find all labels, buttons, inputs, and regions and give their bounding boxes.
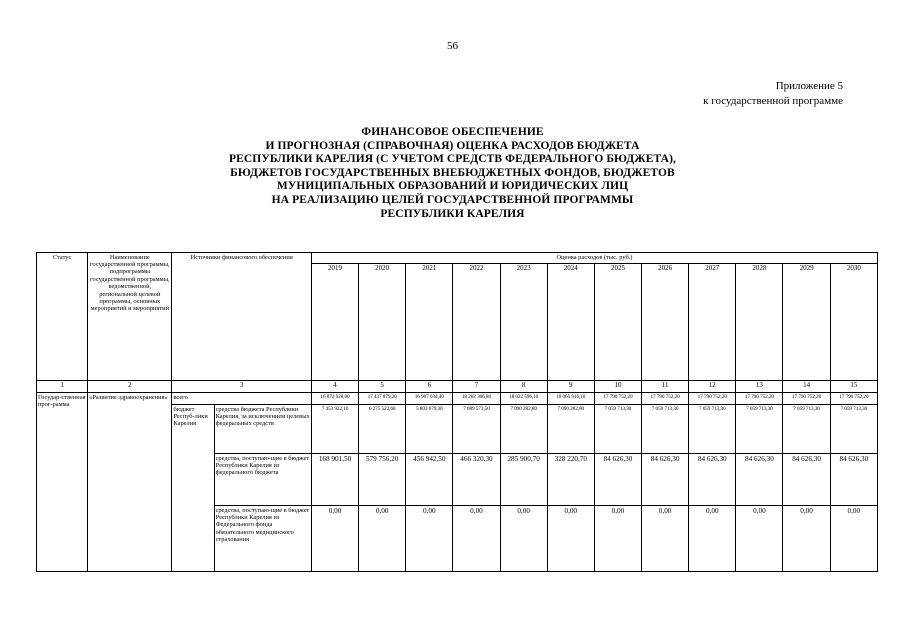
fund-value: 0,00 <box>500 506 547 572</box>
title-line: НА РЕАЛИЗАЦИЮ ЦЕЛЕЙ ГОСУДАРСТВЕННОЙ ПРОГРАММЫ <box>271 193 634 206</box>
program-name: «Развитие здравоохранения» <box>88 393 172 572</box>
fund-value: 0,00 <box>689 506 736 572</box>
column-index: 3 <box>172 381 311 393</box>
source-fund-label: средства, поступаю-щие в бюджет Республики Карелия из Федерального фонда обязательного медицинского страхования <box>214 506 311 572</box>
column-index: 8 <box>500 381 547 393</box>
year-header: 2030 <box>830 264 877 381</box>
year-header: 2026 <box>642 264 689 381</box>
header-estimate: Оценка расходов (тыс. руб.) <box>311 253 877 264</box>
year-header: 2029 <box>783 264 830 381</box>
column-index: 13 <box>736 381 783 393</box>
fund-value: 0,00 <box>547 506 594 572</box>
column-index: 9 <box>547 381 594 393</box>
title-line: БЮДЖЕТОВ ГОСУДАРСТВЕННЫХ ВНЕБЮДЖЕТНЫХ ФОНДОВ, БЮДЖЕТОВ <box>230 166 675 179</box>
federal-value: 84 626,30 <box>689 454 736 506</box>
total-value: 17 790 752,20 <box>736 393 783 405</box>
source-budget-own-label: средства бюджета Республики Карелия, за исключением целевых федеральных средств <box>214 405 311 454</box>
federal-value: 168 901,50 <box>311 454 358 506</box>
total-value: 17 437 879,20 <box>359 393 406 405</box>
budget-own-value: 7 059 713,30 <box>642 405 689 454</box>
total-value: 18 202 306,80 <box>453 393 500 405</box>
year-header: 2022 <box>453 264 500 381</box>
budget-own-value: 7 453 922,10 <box>311 405 358 454</box>
year-header: 2019 <box>311 264 358 381</box>
budget-own-value: 7 090 282,80 <box>547 405 594 454</box>
column-index: 4 <box>311 381 358 393</box>
header-row <box>37 253 878 264</box>
source-federal-label: средства, поступаю-щие в бюджет Республики Карелия из федерального бюджета <box>214 454 311 506</box>
header-sources: Источники финансового обеспечения <box>172 253 311 381</box>
title-line: РЕСПУБЛИКИ КАРЕЛИЯ <box>380 207 525 220</box>
total-value: 16 907 034,40 <box>406 393 453 405</box>
column-index: 10 <box>594 381 641 393</box>
header-status: Статус <box>37 253 88 381</box>
budget-own-value: 7 059 713,30 <box>830 405 877 454</box>
total-value: 17 790 752,20 <box>689 393 736 405</box>
budget-own-value: 5 803 679,30 <box>406 405 453 454</box>
federal-value: 456 942,50 <box>406 454 453 506</box>
federal-value: 466 320,30 <box>453 454 500 506</box>
fund-value: 0,00 <box>359 506 406 572</box>
column-index: 5 <box>359 381 406 393</box>
column-index: 12 <box>689 381 736 393</box>
fund-value: 0,00 <box>830 506 877 572</box>
fund-value: 0,00 <box>453 506 500 572</box>
source-total-label: всего <box>172 393 311 405</box>
table-row-total <box>37 393 878 405</box>
year-header: 2025 <box>594 264 641 381</box>
budget-own-value: 7 059 713,30 <box>736 405 783 454</box>
federal-value: 579 756,20 <box>359 454 406 506</box>
column-index: 7 <box>453 381 500 393</box>
appendix-line-1: Приложение 5 <box>775 80 843 92</box>
financing-table <box>36 252 878 572</box>
total-value: 18 022 596,10 <box>500 393 547 405</box>
federal-value: 84 626,30 <box>736 454 783 506</box>
total-value: 17 790 752,20 <box>642 393 689 405</box>
column-index: 1 <box>37 381 88 393</box>
fund-value: 0,00 <box>594 506 641 572</box>
page-number: 56 <box>447 40 458 52</box>
column-index: 15 <box>830 381 877 393</box>
title-line: РЕСПУБЛИКИ КАРЕЛИЯ (С УЧЕТОМ СРЕДСТВ ФЕДЕРАЛЬНОГО БЮДЖЕТА), <box>229 153 676 166</box>
title-line: И ПРОГНОЗНАЯ (СПРАВОЧНАЯ) ОЦЕНКА РАСХОДОВ БЮДЖЕТА <box>265 139 640 152</box>
federal-value: 84 626,30 <box>830 454 877 506</box>
fund-value: 0,00 <box>736 506 783 572</box>
total-value: 17 790 752,20 <box>594 393 641 405</box>
fund-value: 0,00 <box>783 506 830 572</box>
budget-own-value: 7 089 573,50 <box>453 405 500 454</box>
appendix-note <box>703 79 843 109</box>
column-index: 2 <box>88 381 172 393</box>
budget-own-value: 6 275 522,60 <box>359 405 406 454</box>
budget-group-label: бюджет Респуб-лики Карелия <box>172 405 214 572</box>
year-header: 2028 <box>736 264 783 381</box>
title-line: МУНИЦИПАЛЬНЫХ ОБРАЗОВАНИЙ И ЮРИДИЧЕСКИХ ЛИЦ <box>276 180 629 193</box>
title-line: ФИНАНСОВОЕ ОБЕСПЕЧЕНИЕ <box>361 126 544 138</box>
total-value: 17 790 752,20 <box>830 393 877 405</box>
total-value: 18 065 916,10 <box>547 393 594 405</box>
fund-value: 0,00 <box>642 506 689 572</box>
fund-value: 0,00 <box>311 506 358 572</box>
federal-value: 84 626,30 <box>783 454 830 506</box>
appendix-line-2: к государственной программе <box>703 95 843 107</box>
header-name: Наименование государственной программы, подпрограммы государственной программы, ведомственной, региональной целевой программы, основных мероприятий и мероприятий <box>88 253 172 381</box>
year-header: 2021 <box>406 264 453 381</box>
document-title <box>0 126 905 221</box>
budget-own-value: 7 090 282,80 <box>500 405 547 454</box>
year-header: 2024 <box>547 264 594 381</box>
year-header: 2023 <box>500 264 547 381</box>
year-header: 2027 <box>689 264 736 381</box>
total-value: 17 790 752,20 <box>783 393 830 405</box>
column-index: 11 <box>642 381 689 393</box>
total-value: 16 872 928,00 <box>311 393 358 405</box>
program-status: Государ-ственная прог-рамма <box>37 393 88 572</box>
federal-value: 84 626,30 <box>642 454 689 506</box>
column-index-row <box>37 381 878 393</box>
budget-own-value: 7 059 713,30 <box>594 405 641 454</box>
federal-value: 285 900,70 <box>500 454 547 506</box>
fund-value: 0,00 <box>406 506 453 572</box>
federal-value: 84 626,30 <box>594 454 641 506</box>
column-index: 14 <box>783 381 830 393</box>
year-header: 2020 <box>359 264 406 381</box>
column-index: 6 <box>406 381 453 393</box>
federal-value: 328 220,70 <box>547 454 594 506</box>
budget-own-value: 7 059 713,30 <box>783 405 830 454</box>
budget-own-value: 7 059 713,30 <box>689 405 736 454</box>
